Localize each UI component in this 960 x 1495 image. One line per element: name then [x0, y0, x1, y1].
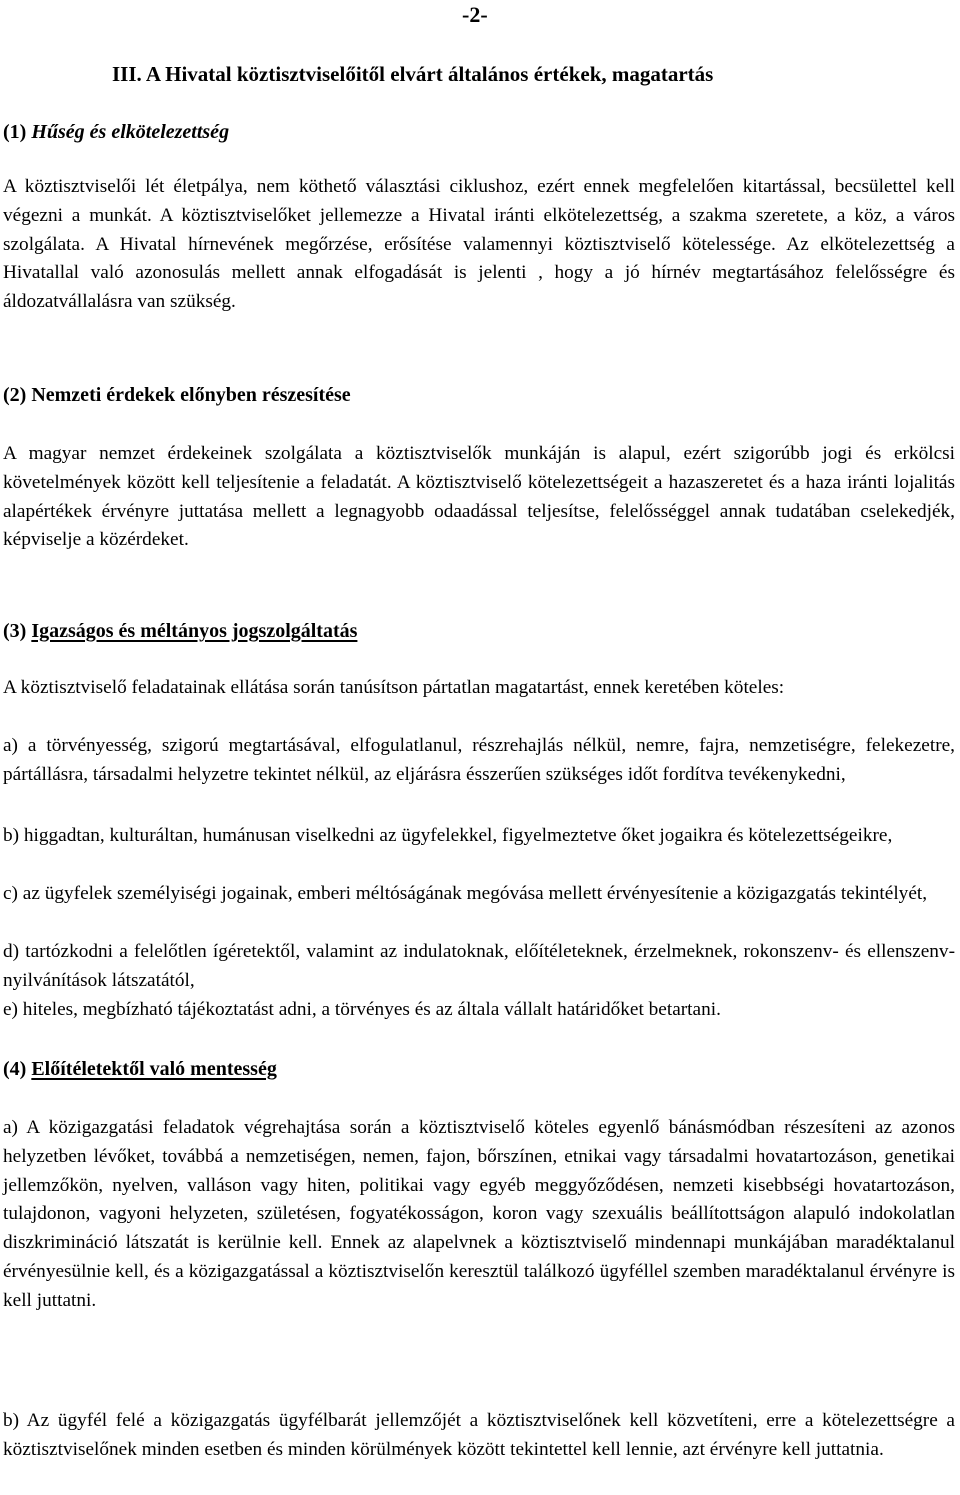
- section-title: Igazságos és méltányos jogszolgáltatás: [31, 620, 358, 642]
- section-heading-3: [3, 617, 960, 645]
- list-item-e: e) hiteles, megbízható tájékoztatást adni, a törvényes és az általa vállalt határidőket betartani.: [3, 999, 721, 1020]
- list-item-d: d) tartózkodni a felelőtlen ígéretektől, valamint az indulatoknak, előítéleteknek, érzelmeknek, rokonszenv- és ellenszenv- nyilvánítások látszatától,: [3, 941, 955, 991]
- list-item-c: c) az ügyfelek személyiségi jogainak, emberi méltóságának megóvása mellett érvényesítenie a közigazgatás tekintélyét,: [3, 883, 928, 904]
- paragraph: b) Az ügyfél felé a közigazgatás ügyfélbarát jellemzőjét a köztisztviselőnek kell közvetíteni, erre a kötelezettségre a köztisztviselőnek minden esetben és minden körülmények között tekintettel kell lennie, azt érvényre kell juttatnia.: [3, 1410, 955, 1460]
- chapter-title: III. A Hivatal köztisztviselőitől elvárt általános értékek, magatartás: [112, 62, 714, 86]
- section-heading-2: [3, 381, 960, 409]
- page-number: -2-: [462, 2, 488, 27]
- paragraph: A köztisztviselő feladatainak ellátása során tanúsítson pártatlan magatartást, ennek keretében köteles:: [3, 677, 785, 698]
- section-title: Nemzeti érdekek előnyben részesítése: [31, 384, 351, 406]
- section-number: (4): [3, 1058, 27, 1080]
- section-title: Előítéletektől való mentesség: [31, 1058, 277, 1080]
- list-item-a: a) a törvényesség, szigorú megtartásával, elfogulatlanul, részrehajlás nélkül, nemre, fajra, nemzetiségre, felekezetre, pártállásra, társadalmi helyzetre tekintet nélkül, az eljárásra ésszerűen szükséges időt fordítva tevékenykedni,: [3, 735, 955, 785]
- list-item-b: b) higgadtan, kulturáltan, humánusan viselkedni az ügyfelekkel, figyelmeztetve őket jogaikra és kötelezettségeikre,: [3, 825, 893, 846]
- section-number: (3): [3, 620, 27, 642]
- section-heading-1: [3, 118, 960, 146]
- paragraph: a) A közigazgatási feladatok végrehajtása során a köztisztviselő köteles egyenlő bánásmódban részesíteni az azonos helyzetben lévőket, továbbá a nemzetiségen, nemen, fajon, bőrszínen, etnikai vagy társadalmi hovatartozáson, genetikai jellemzőkön, nyelven, valláson vagy hiten, politikai vagy egyéb meggyőződésen, nemzeti kisebbségi hovatartozáson, tulajdonon, vagyoni helyzeten, születésen, fogyatékosságon, koron vagy szexuális beállítottságon alapuló indokolatlan diszkrimináció látszatát is kerülnie kell. Ennek az alapelvnek a köztisztviselő mindennapi munkájában maradéktalanul érvényesülnie kell, és a közigazgatással a köztisztviselőn keresztül találkozó ügyféllel szemben maradéktalanul érvényre is kell juttatni.: [3, 1117, 955, 1311]
- paragraph: A köztisztviselői lét életpálya, nem köthető választási ciklushoz, ezért ennek megfelelően kitartással, becsülettel kell végezni a munkát. A köztisztviselőket jellemezze a Hivatal iránti elkötelezettség, a szakma szeretete, a köz, a város szolgálata. A Hivatal hírnevének megőrzése, erősítése valamennyi köztisztviselő kötelessége. Az elkötelezettség a Hivatallal való azonosulás mellett annak elfogadását is jelenti , hogy a jó hírnév megtartásához felelősségre és áldozatvállalásra van szükség.: [3, 176, 955, 312]
- section-title: Hűség és elkötelezettség: [31, 121, 230, 143]
- section-number: (2): [3, 384, 27, 406]
- section-number: (1): [3, 121, 27, 143]
- paragraph: A magyar nemzet érdekeinek szolgálata a köztisztviselők munkáján is alapul, ezért szigorúbb jogi és erkölcsi követelmények között kell teljesítenie a feladatát. A köztisztviselő kötelezettségeit a hazaszeretet és a haza iránti lojalitás alapértékek érvényre juttatása mellett a legnagyobb odaadással teljesítse, felelősséggel annak tudatában cselekedjék, képviselje a közérdeket.: [3, 443, 955, 551]
- section-heading-4: [3, 1055, 960, 1083]
